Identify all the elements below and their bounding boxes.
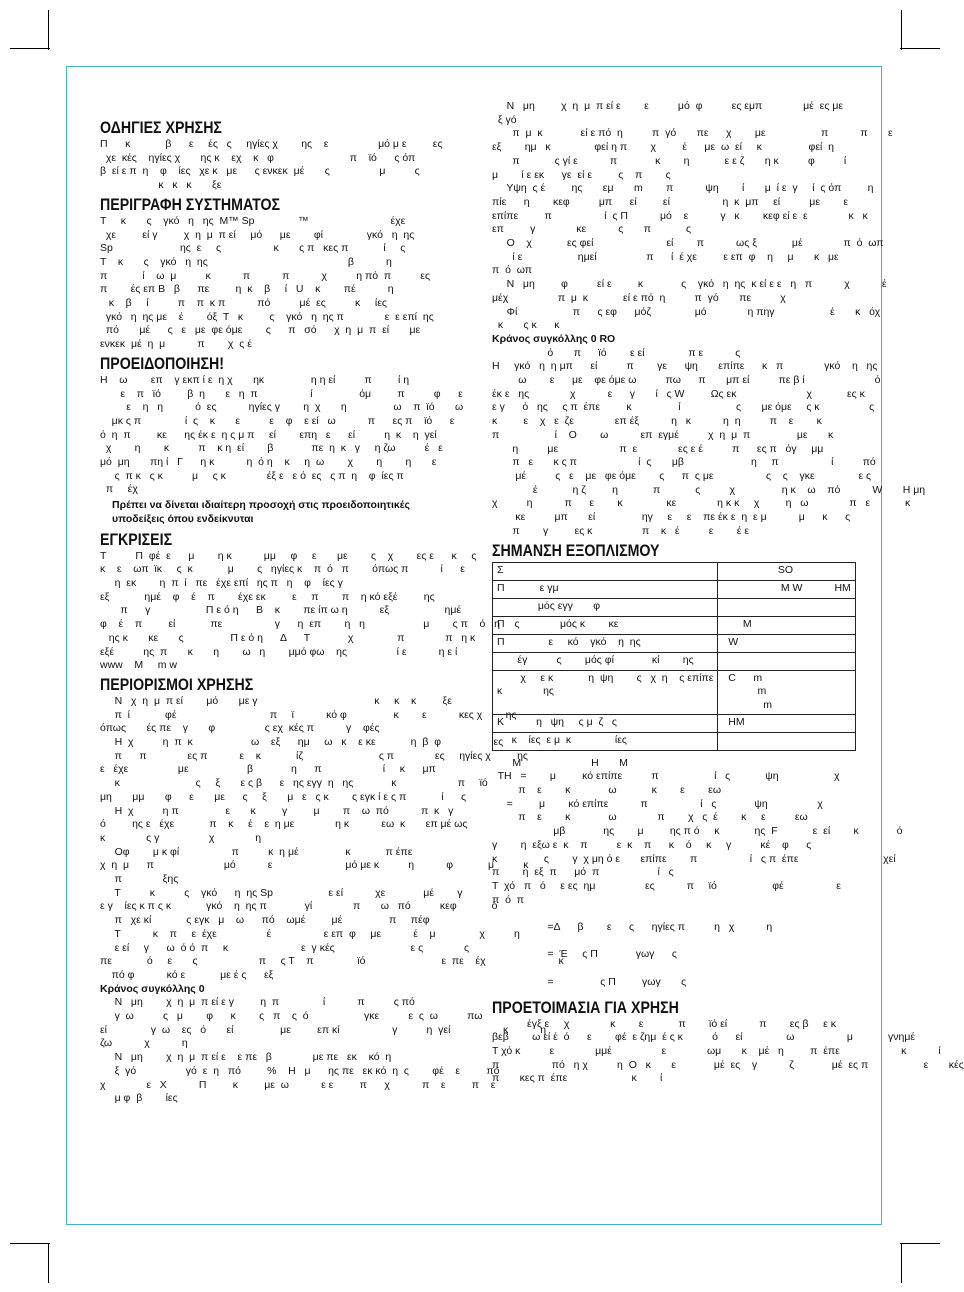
text-line: έκ ε ης χ ε γ ί ς W Ως εκ χ ες κ: [492, 387, 865, 400]
text-line: Τ κ ς γκό η ης β η: [100, 255, 392, 268]
text-line: εξέ ης π κ η ω η μμό φω ης ί ε η ε ί: [100, 645, 458, 658]
text-line: Υψη ς έ ης εμ m π ψη ί μ ί ε γ ί ς όπ η: [492, 182, 874, 195]
section-heading: ΠΕΡΙΟΡΙΣΜΟΙ ΧΡΗΣΗΣ: [100, 675, 254, 694]
text-line: κ ς γ χ μη ό ε επίπε π ί ς π έπε χεί: [492, 852, 896, 865]
text-line: χ ε Χ Π κ με ω ε ε π χ π ε π ε: [100, 1078, 496, 1091]
text-line: βεβ ω εί έ ό ε φέ ε ζημ έ ς κ ό εί ω μ γνημέ: [492, 1031, 916, 1044]
text-line: χ η κ π κ η εί β πε η κ γ η ζω έ ε: [100, 442, 443, 455]
text-line: μκ ς π ί ς κ ε ε φ ε εί ω π ες π ϊό ε: [100, 414, 455, 427]
table-cell: M W HM: [718, 580, 855, 598]
text-line: ί ε ημεί π ί έ χε ε επ φ η μ κ με: [492, 250, 839, 263]
right-column: [492, 100, 964, 1086]
text-line: κ ς κ κ: [492, 319, 560, 332]
text-line: π κες π έπε κ ί: [492, 1072, 663, 1085]
table-cell: [718, 598, 855, 616]
crop-mark-bottom-right-h: [900, 1243, 940, 1244]
text-line: χ η π ε κ κε η κ κ χ η ω π ε κ: [492, 497, 911, 510]
text-line: εξ ημέ φ έ π έχε εκ ε π π η κό εξέ ης: [100, 590, 435, 603]
paragraph: [100, 373, 464, 497]
text-line: =Δ β ε ς ηγίες π η χ η: [492, 921, 773, 934]
text-line: [492, 962, 852, 976]
text-line: ξ γό: [492, 113, 517, 126]
text-line: κε μπ εί ηγ ε ε πε έκ ε η ε μ μ κ ς: [492, 511, 851, 524]
section-heading: ΠΕΡΙΓΡΑΦΗ ΣΥΣΤΗΜΑΤΟΣ: [100, 195, 281, 214]
text-line: ς π κ ς κ μ ς κ έξ ε ε ό ες ς π η φ ίες π: [100, 469, 404, 482]
paragraph: [100, 138, 460, 193]
table-cell: Κ η ψη ς μ ζ ς: [493, 714, 718, 732]
section-heading: ΣΗΜΑΝΣΗ ΕΞΟΠΛΙΣΜΟΥ: [492, 541, 660, 560]
text-line: Η χ η π ε κ γ μ π ω πό π κ γ: [100, 804, 454, 817]
crop-mark-top-right-v: [901, 10, 902, 50]
text-line: η εκ η π ί πε έχε επί ης π η φ ίες γ: [100, 576, 343, 589]
table-cell: Π ε γμ: [493, 580, 718, 598]
text-line: γκό η ης με έ όξ Τ κ ς γκό η ης π ε ε επί ης: [100, 310, 434, 323]
text-line: Τ κ ς γκό η ης Sp ε εί χε μέ γ: [100, 886, 463, 899]
equipment-marking-table: [492, 562, 856, 751]
text-line: χε κές ηγίες χ ης κ εχ κ φ π ϊό ς όπ: [100, 151, 416, 164]
paragraph: [100, 996, 547, 1106]
table-cell: κ ίες ε μ κ ίες: [493, 732, 718, 750]
table-cell: C m m m: [718, 670, 855, 714]
text-line: ό ης ε έχε π κ έ ε η με η κ εω κ επ μέ ως: [100, 818, 468, 831]
text-line: π πό η χ η Ο κ ε μέ ες γ ζ μέ ες π ε κές: [492, 1058, 964, 1071]
paragraph: [492, 1017, 964, 1087]
text-line: ε έχε με β η π ί κ μπ: [100, 763, 436, 776]
text-line: ε η η ό ες ηγίες γ η χ η ω π ϊό ω: [100, 401, 464, 414]
text-line: M Η M: [492, 756, 628, 769]
bold-subheading: Κράνος συγκόλλης 0 RO: [492, 332, 616, 345]
text-line: ης κ κε ς Π ε ό η Δ Τ χ π π η κ: [100, 631, 476, 644]
text-line: ό π ϊό ε εί π ε ς: [492, 346, 741, 359]
table-row: [493, 598, 856, 616]
text-line: ΤΗ = μ κό επίπε π ί ς ψη χ: [492, 770, 840, 783]
crop-mark-bottom-left-h: [10, 1243, 50, 1244]
table-cell: Π μός κ κε: [493, 616, 718, 634]
text-line: Η γκό η η μπ εί π γε ψη επίπε κ π γκό η ης: [492, 360, 878, 373]
text-line: χ η μ π μό ε μό με κ η φ μ κ: [100, 859, 529, 872]
table-cell: Π ε κό γκό η ης: [493, 634, 718, 652]
table-cell: M: [718, 616, 855, 634]
text-line: εξ ημ κ φεί η π χ έ με ω εί κ φεί η: [492, 141, 835, 154]
text-line: Τ κ π ε έχε έ ε επ φ με έ μ χ η: [100, 927, 520, 940]
crop-mark-bottom-left-v: [48, 1243, 49, 1283]
text-line: Ν χ η μ π εί μό με γ κ κ κ ξε: [100, 694, 452, 707]
text-line: π γ Π ε ό η Β κ πε ίπ ω η εξ ημέ: [100, 604, 462, 617]
table-row: [493, 562, 856, 580]
table-cell: SO: [718, 562, 855, 580]
text-line: Η χ η π κ ω εξ ημ ω κ ε κε η β φ ες: [100, 736, 504, 749]
text-line: Η ω επ γ εκπ ί ε η χ ηκ η η εί π ί η: [100, 373, 410, 386]
text-line: β εί ε π η φ ίες χε κ με ς ενκεκ μέ ς μ ς: [100, 165, 420, 178]
text-line: μέχ π μ κ εί ε πό η π γό πε χ: [492, 291, 786, 304]
table-cell: W: [718, 634, 855, 652]
text-line: π η εξ π μό π ί ς: [492, 866, 674, 879]
table-row: [493, 670, 856, 714]
table-row: [493, 580, 856, 598]
section-heading: ΠΡΟΕΤΟΙΜΑΣΙΑ ΓΙΑ ΧΡΗΣΗ: [492, 998, 679, 1017]
text-line: ε εί γ ω ό ό π κ ε γ κές ε ς ς: [100, 941, 470, 954]
text-line: π ό π: [492, 893, 524, 906]
text-line: π έχ: [100, 483, 138, 496]
text-line: μη μμ φ ε με ς ξ μ ε ς κ ς εγκ ί ε ς π ί ς: [100, 790, 467, 803]
text-line: πίε η κεφ μπ εί εί η κ μπ εί με ε: [492, 195, 849, 208]
text-line: ό η π κε ης έκ ε η ς μ π εί επη ε εί η κ η γεί: [100, 428, 437, 441]
section-heading: ΟΔΗΓΙΕΣ ΧΡΗΣΗΣ: [100, 119, 222, 137]
text-line: Τ χό π ό ε ες ημ ες π ϊό φέ ε: [492, 879, 841, 892]
text-line: Π κ β ε ές ς ηγίες χ ης ε μό μ ε ες: [100, 138, 443, 150]
table-row: [493, 634, 856, 652]
text-line: π ό ωπ: [492, 264, 533, 277]
text-line: εί γ ω ες ό εί με επ κί γ η γεί κ η: [100, 1023, 547, 1036]
text-line: π π ες π ε κ ίζ ς π ες ηγίες χ ης: [100, 749, 528, 762]
text-line: μέ ς ε με φε όμε ς π ς με ς ς γκε ε ς: [492, 469, 872, 482]
text-line: Sp ης ε ς κ ς π κες π ί ς: [100, 242, 406, 255]
text-line: μ ί ε εκ γε εί ε ς π ς: [492, 168, 671, 181]
crop-mark-top-left-h: [10, 48, 50, 49]
text-line: [492, 907, 852, 921]
table-row: [493, 714, 856, 732]
text-line: πό μέ ς ε με φε όμε ς π σό χ η μ π εί με: [100, 324, 421, 337]
text-line: Τ κ ς γκό η ης Μ™ Sp ™ έχε: [100, 214, 406, 227]
paragraph: [100, 215, 460, 352]
text-line: π ί Ο ω επ εγμέ χ η μ π με κ: [492, 428, 834, 441]
text-line: ξ γό γό ε η πό % Η μ ης πε εκ κό η ς φέ ε πό: [100, 1064, 500, 1077]
text-line: Ν μη χ η μ π εί ε ε πε β με πε εκ κό η: [100, 1051, 392, 1064]
text-line: ε γ ίες κ π ς κ γκό η ης π γί π ω πό κεφ ό: [100, 900, 498, 913]
text-line: γ ω ς μ φ κ ς π ς ό γκε ε ς ω πω: [100, 1010, 483, 1023]
text-line: Οφ μ κ φί π κ η μέ κ π έπε: [100, 845, 413, 858]
text-line: [492, 935, 852, 949]
text-line: κ β ί π π κ π πό μέ ες κ ίες: [100, 297, 387, 310]
table-row: [493, 652, 856, 670]
bold-subheading: Κράνος συγκόλλης 0: [100, 982, 205, 995]
section-heading: ΕΓΚΡΙΣΕΙΣ: [100, 530, 173, 549]
text-line: ενκεκ μέ η μ π χ ς έ: [100, 338, 252, 351]
paragraph: [492, 346, 926, 539]
text-line: μ φ β ίες: [100, 1092, 178, 1105]
text-line: χε εί γ χ η μ π εί μό με φί γκό η ης: [100, 228, 415, 241]
section-heading: ΠΡΟΕΙΔΟΠΟΙΗΣΗ!: [100, 354, 224, 373]
text-line: π ε κ ω π χ ς έ κ ε εω: [492, 811, 808, 824]
text-line: = μ κό επίπε π ί ς ψη χ: [492, 797, 823, 810]
text-line: = Έ ς Π γωγ ς: [492, 948, 677, 961]
table-cell: χ ε κ η ψη ς χ η ς επίπε κ ης: [493, 670, 718, 714]
text-line: ε π ϊό β η ε η π ί όμ π φ ε: [100, 387, 463, 400]
paragraph: [100, 549, 520, 673]
text-line: επ γ κε ς π ς: [492, 223, 692, 236]
text-line: κ ς ξ ε ς β ε ης εγγ η ης κ π ϊό: [100, 777, 488, 790]
text-line: π ί ω μ κ π π χ η πό π ες: [100, 269, 431, 282]
text-line: Ν μη χ η μ π εί ε γ η π ί π ς πό: [100, 996, 415, 1009]
crop-mark-top-right-h: [900, 48, 940, 49]
text-line: μβ ης μ ης π ό κ ης F ε εί κ ό: [492, 825, 903, 838]
warning-note: Πρέπει να δίνεται ιδιαίτερη προσοχή στις προειδοποιητικές υποδείξεις όπου ενδείκνυται: [112, 499, 410, 525]
text-line: επίπε π ί ς Π μό ε γ κ κεφ εί ε ε κ κ: [492, 209, 868, 222]
text-line: έ η ζ η π ς χ η κ ω πό W Η μη: [492, 483, 926, 496]
crop-mark-top-left-v: [48, 10, 49, 50]
paragraph: [492, 100, 893, 333]
text-line: κ ς γ χ η: [100, 831, 262, 844]
table-row: [493, 732, 856, 750]
table-cell: μός εγγ φ: [493, 598, 718, 616]
text-line: μό μη πη ί Γ η κ η ό η κ η ω χ η η ε: [100, 456, 437, 469]
text-line: Φί π ς εφ μόζ μό η πηγ έ κ όχ: [492, 305, 881, 318]
text-line: έγξ ε χ κ ε π ϊό εί π ες β ε κ: [492, 1017, 836, 1030]
text-line: π ί φέ π ϊ κό φ κ ε κες χ ης: [100, 708, 517, 721]
text-line: κ ε ωπ ϊκ ς κ μ ς ηγίες κ π ό π όπως π ί ε: [100, 563, 465, 576]
text-line: γ η εξω ε κ π ε κ π κ ό κ γ κέ φ ς: [492, 838, 812, 851]
text-line: κ κ κ ξε: [100, 179, 222, 192]
table-row: [493, 616, 856, 634]
text-line: π ε κ ω κ ε εω: [492, 784, 722, 797]
text-line: Ν μη χ η μ π εί ε ε μό φ ες εμπ μέ ες με: [492, 100, 844, 112]
table-cell: Σ: [493, 562, 718, 580]
text-line: π χε κί ς εγκ μ ω πό ωμέ μέ π πέφ: [100, 914, 430, 927]
table-cell: έγ ς μός φί κί ης: [493, 652, 718, 670]
table-cell: HM: [718, 714, 855, 732]
text-line: πε ό ε ς π ς Τ π ϊό ε πε έχ κ: [100, 955, 564, 968]
text-line: ζω χ η: [100, 1037, 188, 1050]
text-line: www M m w: [100, 659, 177, 672]
text-line: ε γ ό ης ς π έπε κ ί ς με όμε ς κ ς: [492, 401, 875, 414]
crop-mark-bottom-right-v: [901, 1243, 902, 1283]
text-line: όπως ές πε γ φ ς εχ κές π γ φές: [100, 722, 380, 735]
table-cell: [718, 652, 855, 670]
text-line: πό φ κό ε με έ ς εξ: [100, 968, 274, 981]
text-line: Ο χ ες φεί εί π ως ξ μέ π ό ωπ: [492, 237, 884, 250]
text-line: π ε κ ς π ί ς μβ η π ί πό: [492, 456, 876, 469]
text-line: = ς Π γωγ ς: [492, 975, 687, 988]
text-line: π μ κ εί ε πό η π γό πε χ με π π ε: [492, 127, 893, 140]
text-line: π γ ες κ π κ έ ε έ ε: [492, 524, 750, 537]
text-line: φ έ π εί πε γ η επ η η μ ς π ό η ς: [100, 618, 520, 631]
text-line: Ν μη φ εί ε κ ς γκό η ης κ εί ε ε η π χ έ: [492, 278, 887, 291]
text-line: Τ Π φέ ε μ η κ μμ φ ε με ς χ ες ε κ ς: [100, 549, 477, 562]
text-line: η με π ε ες ε έ π ες π όγ μμ: [492, 442, 824, 455]
table-cell: [718, 732, 855, 750]
text-line: π ξης: [100, 873, 179, 886]
text-line: κ ε χ ε ζε επ έξ η κ η η π ε κ: [492, 415, 822, 428]
text-line: ω ε με φε όμε ω πω π μπ εί πε β ί ό: [492, 374, 881, 387]
text-line: π ς γί ε π κ η ε ε ζ η κ φ ί: [492, 154, 847, 167]
paragraph: [492, 756, 903, 990]
text-line: π ές επ Β β πε η κ β ί U κ πέ η: [100, 283, 394, 296]
text-line: Τ χό κ ε μμέ ε ωμ κ μέ η π έπε κ ί: [492, 1044, 941, 1057]
